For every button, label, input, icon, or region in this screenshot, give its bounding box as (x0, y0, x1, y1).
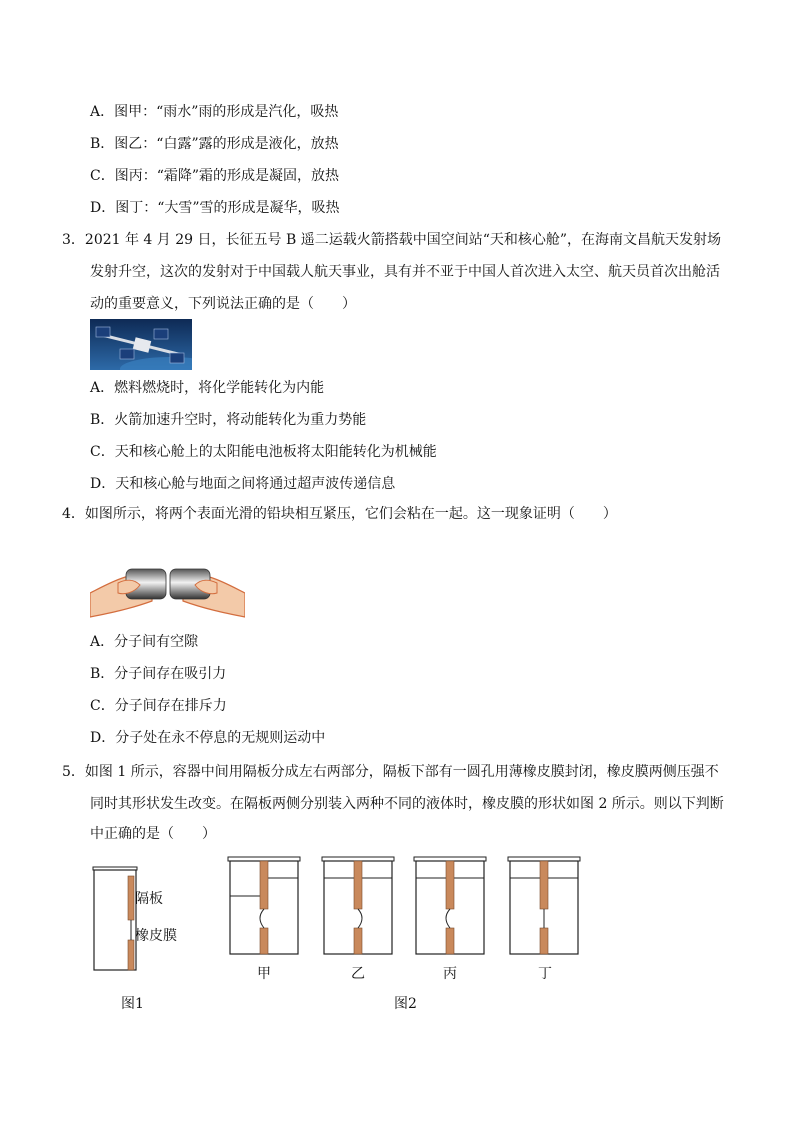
space-station-image (90, 319, 192, 370)
fig1-caption: 图1 (121, 996, 144, 1012)
q2-option-a: A．图甲：“雨水”雨的形成是汽化，吸热 (90, 104, 339, 120)
q4-option-c: C．分子间存在排斥力 (90, 698, 227, 714)
q3-option-d: D．天和核心舱与地面之间将通过超声波传递信息 (90, 476, 396, 492)
q3-stem-line-2: 发射升空，这次的发射对于中国载人航天事业，具有并不亚于中国人首次进入太空、航天员首次出舱活 (90, 264, 720, 280)
figure-2-containers (226, 856, 586, 956)
q3-stem-line-3: 动的重要意义，下列说法正确的是（ ） (90, 296, 356, 312)
container-yi (322, 857, 394, 954)
q4-option-a: A．分子间有空隙 (90, 634, 199, 650)
q5-stem-line-3: 中正确的是（ ） (90, 826, 216, 842)
fig1-partition-label: 隔板 (135, 891, 163, 907)
q3-option-a: A．燃料燃烧时，将化学能转化为内能 (90, 380, 325, 396)
q3-option-c: C．天和核心舱上的太阳能电池板将太阳能转化为机械能 (90, 444, 437, 460)
container-bing (414, 857, 486, 954)
fig1-membrane-label: 橡皮膜 (135, 928, 177, 944)
lead-blocks-image (90, 553, 245, 621)
q5-stem-line-1: 5．如图 1 所示，容器中间用隔板分成左右两部分，隔板下部有一圆孔用薄橡皮膜封闭，橡皮膜两侧压强不 (62, 764, 719, 780)
container-ding (508, 857, 580, 954)
q3-stem-line-1: 3．2021 年 4 月 29 日，长征五号 B 遥二运载火箭搭载中国空间站“天和核心舱”，在海南文昌航天发射场 (62, 232, 722, 248)
container-jia (228, 857, 300, 954)
figure-1-container (92, 866, 140, 972)
q4-stem: 4．如图所示，将两个表面光滑的铅块相互紧压，它们会粘在一起。这一现象证明（ ） (62, 506, 617, 522)
q5-stem-line-2: 同时其形状发生改变。在隔板两侧分别装入两种不同的液体时，橡皮膜的形状如图 2 所示。则以下判断 (90, 796, 724, 812)
fig2-label-jia: 甲 (257, 966, 271, 982)
fig2-caption: 图2 (394, 996, 417, 1012)
fig2-label-bing: 丙 (443, 966, 457, 982)
q4-option-b: B．分子间存在吸引力 (90, 666, 227, 682)
fig2-label-ding: 丁 (538, 966, 552, 982)
q4-option-d: D．分子处在永不停息的无规则运动中 (90, 730, 326, 746)
fig2-label-yi: 乙 (351, 966, 365, 982)
q2-option-b: B．图乙：“白露”露的形成是液化，放热 (90, 136, 339, 152)
q2-option-d: D．图丁：“大雪”雪的形成是凝华，吸热 (90, 200, 340, 216)
q3-option-b: B．火箭加速升空时，将动能转化为重力势能 (90, 412, 367, 428)
q2-option-c: C．图丙：“霜降”霜的形成是凝固，放热 (90, 168, 340, 184)
